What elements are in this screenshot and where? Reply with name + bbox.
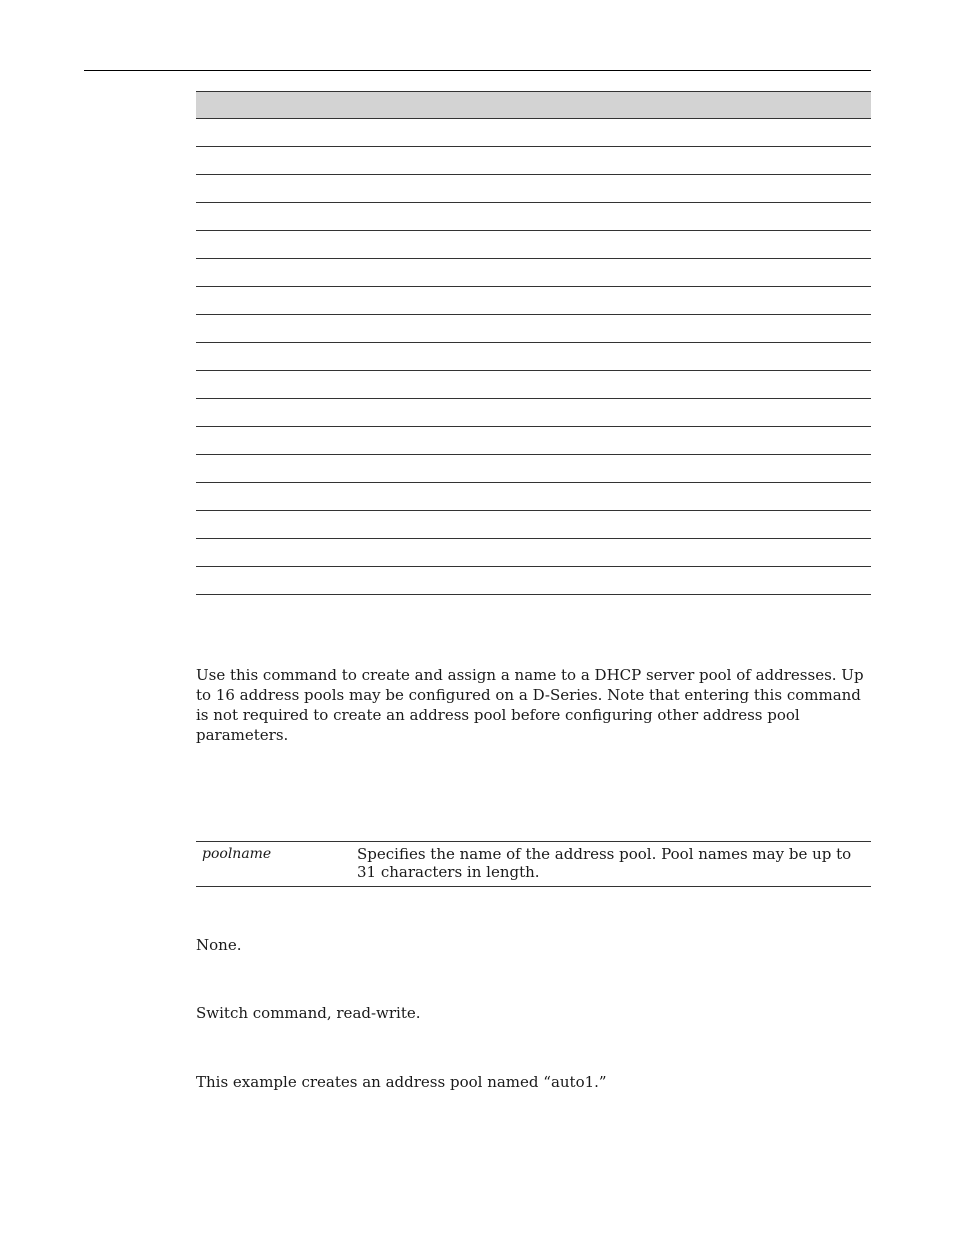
command-description: Use this command to create and assign a name to a DHCP server pool of addresses. Up to 16 address pools may be configured on a D-Series. Note that entering this command is not required to create an address pool before configuring other address pool parameters.: [196, 666, 864, 744]
header-rule: [84, 70, 871, 71]
table-row: [196, 287, 871, 315]
defaults-text: None.: [196, 936, 242, 954]
table-row: [196, 371, 871, 399]
mode-text: Switch command, read-write.: [196, 1004, 421, 1022]
table-row: [196, 539, 871, 567]
table-row: [196, 231, 871, 259]
table-row: [196, 455, 871, 483]
parameter-table: [196, 841, 871, 887]
table-row: [196, 203, 871, 231]
table-row: [196, 259, 871, 287]
table-row: [196, 175, 871, 203]
table-row: [196, 567, 871, 595]
table-row: [196, 315, 871, 343]
example-text: This example creates an address pool named “auto1.”: [196, 1073, 607, 1091]
table-row: [196, 119, 871, 147]
command-table: [196, 91, 871, 595]
table-row: [196, 399, 871, 427]
table-row: [196, 343, 871, 371]
parameter-name: poolname: [202, 846, 272, 862]
table-row: [196, 147, 871, 175]
table-row: [196, 483, 871, 511]
table-row: [196, 427, 871, 455]
command-table-body: [196, 119, 871, 595]
table-row: [196, 511, 871, 539]
parameter-description: Specifies the name of the address pool. Pool names may be up to 31 characters in length.: [357, 845, 852, 881]
command-table-header: [196, 91, 871, 119]
